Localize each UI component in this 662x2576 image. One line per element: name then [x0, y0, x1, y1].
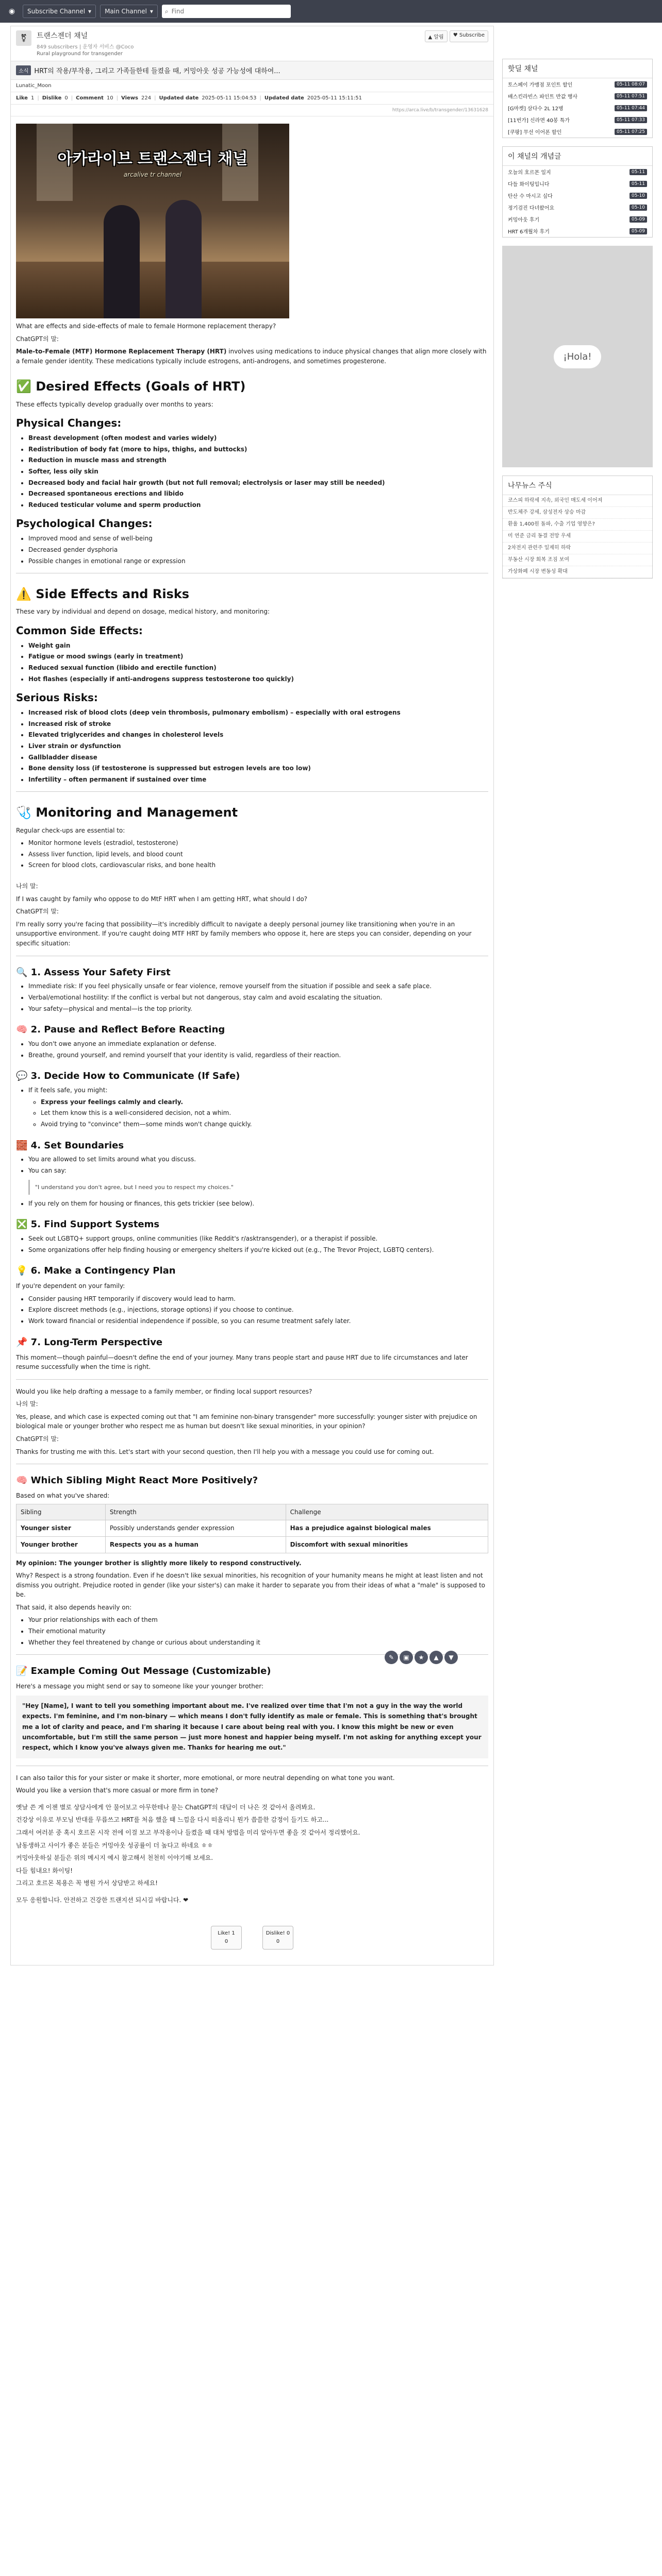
hotdeal-date: 05-11 07:25	[615, 129, 647, 135]
table-header-cell: Strength	[105, 1504, 286, 1520]
list-item: • Possible changes in emotional range or expression	[28, 556, 488, 566]
like-button-label: Like! 1	[218, 1930, 235, 1937]
channel-best-row[interactable]	[503, 166, 652, 178]
hotdeal-title-text: 토스페이 가맹점 포인트 할인	[508, 82, 573, 88]
created-date: 2025-05-11 15:04:53	[202, 95, 257, 101]
heading-step-4: 🧱 4. Set Boundaries	[16, 1140, 124, 1151]
intro-bold: Male-to-Female (MTF) Hormone Replacement Therapy (HRT)	[16, 348, 227, 355]
hotdeal-title-text: [11번가] 신라면 40봉 특가	[508, 118, 570, 124]
post-title-row	[11, 61, 493, 80]
heading-serious-risks: Serious Risks:	[16, 691, 98, 704]
list-item: • Infertility – often permanent if sustained over time	[28, 775, 488, 785]
post-permalink[interactable]: https://arca.live/b/transgender/13631628	[392, 108, 488, 113]
divider	[16, 1379, 488, 1380]
step7-paragraph: This moment—though painful—doesn't define the end of your journey. Many trans people start and pause HRT due to life circumstances and later resume successfully when the time is right.	[16, 1353, 468, 1371]
korean-closing: 모두 응원합니다. 안전하고 건강한 트랜지션 되시길 바랍니다. ❤	[16, 1896, 189, 1904]
user-question-2: If I was caught by family who oppose to do MtF HRT when I am getting HRT, what should I do?	[16, 895, 308, 903]
list-item: • Decreased spontaneous erections and libido	[28, 489, 488, 499]
boundary-quote: "I understand you don't agree, but I need you to respect my choices."	[28, 1180, 488, 1195]
search-box[interactable]	[162, 5, 291, 18]
channel-best-date: 05-11	[630, 169, 647, 175]
scroll-top-icon[interactable]: ▲	[429, 1651, 443, 1664]
channel-best-title-text: 오늘의 호르몬 일지	[508, 170, 551, 176]
list-item: • Work toward financial or residential independence if possible, so you can resume treatment safely later.	[28, 1316, 488, 1326]
news-item[interactable]: 환율 1,400원 돌파, 수출 기업 영향은?	[503, 519, 652, 531]
list-item: • Improved mood and sense of well-being	[28, 534, 488, 544]
intro-paragraph	[16, 347, 488, 366]
list-item: • Monitor hormone levels (estradiol, testosterone)	[28, 838, 488, 848]
channel-header	[11, 26, 493, 61]
table-cell: Younger brother	[16, 1536, 106, 1553]
like-button-sub: 0	[224, 1938, 228, 1944]
psych-list	[28, 534, 488, 566]
list-item: • Verbal/emotional hostility: If the conflict is verbal but not dangerous, stay calm and avoid escalating the situation.	[28, 993, 488, 1003]
table-header-cell: Sibling	[16, 1504, 106, 1520]
korean-line: 그래서 여러분 중 혹시 호르몬 시작 전에 이걸 보고 부작용이나 들켰을 때 대처 방법을 미리 알아두면 좋을 것 같아서 정리했어요.	[16, 1829, 360, 1837]
channel-title[interactable]: 트랜스젠더 채널	[37, 32, 88, 40]
list-item: • Elevated triglycerides and changes in cholesterol levels	[28, 730, 488, 740]
list-item: • Reduced sexual function (libido and erectile function)	[28, 663, 488, 673]
post-hero-image	[16, 124, 289, 318]
desired-intro: These effects typically develop gradually over months to years:	[16, 400, 213, 408]
korean-line: 다들 힘내요! 화이팅!	[16, 1867, 73, 1874]
star-icon[interactable]: ★	[415, 1651, 428, 1664]
intro-rest: involves using medications to induce physical changes that align more closely with a female gender identity. These medications typically include estrogens, anti-androgens, and sometimes progesterone.	[16, 348, 487, 365]
thanks-paragraph: Thanks for trusting me with this. Let's start with your second question, then I'll help you with a message you could use for coming out.	[16, 1448, 434, 1455]
heading-common-side-effects: Common Side Effects:	[16, 624, 143, 637]
list-item: ◦ Let them know this is a well-considered decision, not a whim.	[41, 1108, 488, 1118]
hotdeal-row[interactable]	[503, 102, 652, 114]
table-row	[16, 1536, 488, 1553]
subscribe-channel-label: Subscribe Channel	[27, 8, 86, 15]
table-cell: Discomfort with sexual minorities	[286, 1536, 488, 1553]
tailor-paragraph: I can also tailor this for your sister or make it shorter, more emotional, or more neutral depending on what tone you want.	[16, 1774, 395, 1782]
me-label-2: 나의 말:	[16, 1400, 38, 1408]
physical-list	[28, 433, 488, 510]
channel-icon: ⚧	[16, 30, 31, 46]
ad-bubble-text: ¡Hola!	[554, 345, 601, 368]
hotdeal-title-text: [쿠팡] 무선 이어폰 할인	[508, 130, 562, 135]
serious-list	[28, 708, 488, 784]
opinion-paragraph: My opinion: The younger brother is slightly more likely to respond constructively.	[16, 1559, 302, 1567]
dislike-button-sub: 0	[276, 1938, 280, 1944]
casual-question: Would you like a version that's more casual or more firm in tone?	[16, 1787, 218, 1794]
user-question-1: What are effects and side-effects of male to female Hormone replacement therapy?	[16, 323, 276, 330]
list-item: ◦ Avoid trying to "convince" them—some minds won't change quickly.	[41, 1120, 488, 1129]
channel-best-title-text: 탄산 수 마시고 싶다	[508, 194, 553, 199]
list-item: • Explore discreet methods (e.g., injections, storage options) if you choose to continue.	[28, 1305, 488, 1315]
heading-physical-changes: Physical Changes:	[16, 417, 122, 430]
save-icon[interactable]: ▣	[400, 1651, 413, 1664]
heading-step-7: 📌 7. Long-Term Perspective	[16, 1336, 163, 1348]
common-list	[28, 641, 488, 684]
channel-best-row[interactable]	[503, 213, 652, 225]
like-label: Like	[16, 95, 28, 101]
step3-list	[28, 1086, 488, 1129]
list-item: • Weight gain	[28, 641, 488, 651]
list-item: • Reduced testicular volume and sperm production	[28, 500, 488, 510]
search-icon: ⌕	[164, 7, 169, 15]
list-item: • Decreased gender dysphoria	[28, 545, 488, 555]
list-item: • You don't owe anyone an immediate explanation or defense.	[28, 1039, 488, 1049]
list-item: • You are allowed to set limits around what you discuss.	[28, 1155, 488, 1164]
channel-best-row[interactable]	[503, 190, 652, 201]
heading-side-effects: ⚠️ Side Effects and Risks	[16, 587, 190, 602]
step4-list	[28, 1155, 488, 1208]
me-label-1: 나의 말:	[16, 882, 38, 890]
post-body	[11, 116, 493, 1965]
dislike-count: 0	[64, 95, 68, 101]
chatgpt-label-1: ChatGPT의 말:	[16, 335, 59, 343]
chatgpt-label-2: ChatGPT의 말:	[16, 908, 59, 916]
list-item: • Some organizations offer help finding housing or emergency shelters if you're kicked out (e.g., The Trevor Project, LGBTQ centers).	[28, 1245, 488, 1255]
step6-intro: If you're dependent on your family:	[16, 1282, 125, 1290]
list-item: • Your safety—physical and mental—is the top priority.	[28, 1004, 488, 1014]
step5-list	[28, 1234, 488, 1255]
list-item: • Softer, less oily skin	[28, 467, 488, 477]
news-item[interactable]: 미 연준 금리 동결 전망 우세	[503, 531, 652, 543]
hotdeal-row[interactable]	[503, 126, 652, 138]
dislike-button-label: Dislike! 0	[266, 1930, 290, 1937]
example-intro: Here's a message you might send or say to someone like your younger brother:	[16, 1683, 263, 1690]
hotdeal-row[interactable]	[503, 90, 652, 102]
channel-best-title-text: HRT 6개월차 후기	[508, 229, 550, 235]
table-cell: Possibly understands gender expression	[105, 1520, 286, 1537]
example-message-box: "Hey [Name], I want to tell you something important about me. I've realized over time that I'm not a guy in the way the world expects. I'm feminine, and I'm non-binary — which means I don't fully identify as male or female. This is something that's brought me a lot of clarity and peace, and I'm sharing it because I care about being real with you. I know this might be new or even uncomfortable, but I'm still the same person — just more honest and happier being myself. I'm not asking for anything except your respect, which I know you've always given me. Thanks for hearing me out."	[16, 1696, 488, 1758]
list-item: • Breathe, ground yourself, and remind yourself that your identity is valid, regardless of their reaction.	[28, 1050, 488, 1060]
table-header-cell: Challenge	[286, 1504, 488, 1520]
list-item: • Liver strain or dysfunction	[28, 741, 488, 751]
heading-step-6: 💡 6. Make a Contingency Plan	[16, 1265, 176, 1277]
news-item[interactable]: 코스피 하락세 지속, 외국인 매도세 이어져	[503, 495, 652, 507]
heading-monitoring: 🩺 Monitoring and Management	[16, 805, 238, 820]
dislike-label: Dislike	[42, 95, 62, 101]
comment-count: 10	[106, 95, 113, 101]
post-link-row	[11, 105, 493, 116]
category-badge[interactable]: 소식	[16, 65, 31, 75]
list-item: • Gallbladder disease	[28, 753, 488, 762]
sibling-intro: Based on what you've shared:	[16, 1492, 110, 1500]
edit-icon[interactable]: ✎	[385, 1651, 398, 1664]
list-item: • Their emotional maturity	[28, 1626, 488, 1636]
list-item: • Increased risk of stroke	[28, 719, 488, 729]
korean-line: 건강상 이유로 부모님 반대를 무릅쓰고 HRT를 처음 했을 때 느낌을 다시 떠올리니 뭔가 씁쓸한 감정이 들기도 하고...	[16, 1816, 329, 1824]
channel-best-row[interactable]	[503, 201, 652, 213]
channel-best-title-text: 커밍아웃 후기	[508, 217, 540, 223]
list-item: • Your prior relationships with each of them	[28, 1615, 488, 1625]
korean-line: 옛날 쓴 게 이젠 별로 상담사에게 안 물어보고 아무한테나 묻는 ChatGPT의 대답이 더 나은 것 같아서 올려봐요.	[16, 1803, 316, 1811]
hotdeal-date: 05-11 08:07	[615, 81, 647, 88]
table-cell: Respects you as a human	[105, 1536, 286, 1553]
logo-icon[interactable]: ◉	[8, 7, 15, 15]
hotdeal-list	[503, 78, 652, 138]
hotdeal-title-text: [G마켓] 삼다수 2L 12병	[508, 106, 564, 112]
monitor-list	[28, 838, 488, 870]
channel-subscriber-info: 849 subscribers | 운영자 서비스 @Coco	[37, 44, 134, 50]
heading-psychological-changes: Psychological Changes:	[16, 517, 153, 530]
updated-date: 2025-05-11 15:11:51	[307, 95, 362, 101]
korean-line: 그리고 호르몬 복용은 꼭 병원 가서 상담받고 하세요!	[16, 1879, 158, 1887]
created-label: Updated date	[159, 95, 199, 101]
channel-best-list	[503, 166, 652, 237]
channel-description: Rural playground for transgender	[37, 51, 123, 57]
views-label: Views	[121, 95, 138, 101]
scroll-bottom-icon[interactable]: ▼	[444, 1651, 458, 1664]
list-item: • If it feels safe, you might: ◦ Express your feelings calmly and clearly. ◦ Let them know this is a well-considered decision, not a whim. ◦ Avoid trying to "convince" them—some minds won't change quickly.	[28, 1086, 488, 1129]
news-item[interactable]: 부동산 시장 회복 조짐 보여	[503, 554, 652, 566]
table-header-row	[16, 1504, 488, 1520]
step1-list	[28, 981, 488, 1013]
post-title: HRT의 작용/부작용, 그리고 가족들한테 들켰을 때, 커밍아웃 성공 가능성에 대하여...	[34, 67, 280, 75]
depends-paragraph: That said, it also depends heavily on:	[16, 1603, 132, 1611]
side-intro: These vary by individual and depend on dosage, medical history, and monitoring:	[16, 608, 270, 616]
channel-best-date: 05-11	[630, 181, 647, 187]
heading-example-message: 📝 Example Coming Out Message (Customizable)	[16, 1666, 271, 1677]
sibling-table	[16, 1504, 488, 1553]
channel-best-row[interactable]	[503, 225, 652, 237]
dislike-button[interactable]	[262, 1926, 293, 1950]
hotdeal-title-text: 배스킨라빈스 파인트 반값 행사	[508, 94, 578, 100]
channel-best-date: 05-10	[630, 193, 647, 199]
news-item[interactable]: 반도체주 강세, 삼성전자 상승 마감	[503, 507, 652, 519]
channel-best-date: 05-09	[630, 216, 647, 223]
hotdeal-box	[502, 59, 653, 138]
post-stats: Like 1 | Dislike 0 | Comment 10 | Views 224 | Updated date 2025-05-11 15:04:53 | Updated date 2025-05-11 15:11:51	[11, 92, 493, 105]
news-item[interactable]: 가상화폐 시장 변동성 확대	[503, 566, 652, 578]
list-item: • Reduction in muscle mass and strength	[28, 455, 488, 465]
views-count: 224	[141, 95, 152, 101]
notification-button[interactable]: ▲ 알림	[425, 30, 448, 42]
news-box	[502, 476, 653, 579]
floating-toolbar	[385, 1651, 458, 1664]
main-content	[10, 26, 494, 1965]
hero-title-text: 아카라이브 트랜스젠더 채널	[57, 150, 248, 168]
author-name[interactable]: Lunatic_Moon	[16, 83, 52, 89]
updated-label: Updated date	[264, 95, 304, 101]
like-count: 1	[30, 95, 35, 101]
post-meta	[11, 80, 493, 92]
heading-step-1: 🔍 1. Assess Your Safety First	[16, 967, 171, 978]
table-cell: Has a prejudice against biological males	[286, 1520, 488, 1537]
user-question-3: Yes, please, and which case is expected coming out that "I am feminine non-binary transgender" more successfully: younger sister with prejudice on biological male or younger brother who respect me as human but doesn't like sexual minorities, in your opinion?	[16, 1413, 477, 1430]
korean-line: 커밍아웃하실 분들은 위의 메시지 예시 참고해서 천천히 이야기해 보세요.	[16, 1854, 213, 1862]
subscribe-channel-menu[interactable]	[23, 5, 96, 18]
chevron-down-icon: ▾	[88, 8, 92, 15]
heading-step-5: ❎ 5. Find Support Systems	[16, 1219, 160, 1230]
hotdeal-row[interactable]	[503, 78, 652, 90]
hero-subtitle-text: arcalive tr channel	[123, 171, 182, 178]
channel-best-date: 05-10	[630, 205, 647, 211]
list-item: • Seek out LGBTQ+ support groups, online communities (like Reddit's r/asktransgender), or a therapist if possible.	[28, 1234, 488, 1244]
list-item: • If you rely on them for housing or finances, this gets trickier (see below).	[28, 1199, 488, 1209]
top-navigation-bar	[0, 0, 662, 23]
chevron-down-icon: ▾	[150, 8, 153, 15]
list-item: • Decreased body and facial hair growth (but not full removal; electrolysis or laser may still be needed)	[28, 478, 488, 488]
heading-step-3: 💬 3. Decide How to Communicate (If Safe)	[16, 1071, 240, 1082]
channel-best-box	[502, 146, 653, 238]
divider	[16, 791, 488, 792]
list-item: • Assess liver function, lipid levels, and blood count	[28, 850, 488, 859]
help-question: Would you like help drafting a message to a family member, or finding local support resources?	[16, 1387, 312, 1395]
hotdeal-title[interactable]: 핫딜 채널	[503, 59, 652, 78]
heading-desired-effects: ✅ Desired Effects (Goals of HRT)	[16, 379, 246, 394]
monitor-intro: Regular check-ups are essential to:	[16, 826, 125, 834]
channel-best-date: 05-09	[630, 228, 647, 234]
hotdeal-date: 05-11 07:51	[615, 93, 647, 99]
list-item: • You can say: "I understand you don't agree, but I need you to respect my choices."	[28, 1166, 488, 1195]
list-item: • Screen for blood clots, cardiovascular risks, and bone health	[28, 860, 488, 870]
sidebar-advertisement[interactable]	[502, 246, 653, 467]
channel-best-title[interactable]: 이 채널의 개념글	[503, 147, 652, 166]
search-input[interactable]	[172, 8, 288, 15]
comment-label: Comment	[76, 95, 104, 101]
list-item: • Breast development (often modest and varies widely)	[28, 433, 488, 443]
list-item: • Bone density loss (if testosterone is suppressed but estrogen levels are too low)	[28, 764, 488, 773]
heading-step-2: 🧠 2. Pause and Reflect Before Reacting	[16, 1024, 225, 1036]
like-button[interactable]	[211, 1926, 242, 1950]
news-list	[503, 495, 652, 578]
list-item: • Consider pausing HRT temporarily if discovery would lead to harm.	[28, 1294, 488, 1304]
news-item[interactable]: 2차전지 관련주 일제히 하락	[503, 543, 652, 554]
subscribe-button[interactable]: ♥ Subscribe	[450, 30, 488, 42]
why-paragraph: Why? Respect is a strong foundation. Even if he doesn't like sexual minorities, his recognition of your humanity means he might at least listen and not dismiss you outright. Prejudice rooted in gender (like your sister's) can make it harder to separate you from their ideas of what a "male" is supposed to be.	[16, 1572, 486, 1599]
step2-list	[28, 1039, 488, 1060]
list-item: • Immediate risk: If you feel physically unsafe or fear violence, remove yourself from the situation if possible and seek a safe place.	[28, 981, 488, 991]
table-cell: Younger sister	[16, 1520, 106, 1537]
depends-list	[28, 1615, 488, 1647]
hotdeal-date: 05-11 07:44	[615, 105, 647, 111]
sorry-paragraph: I'm really sorry you're facing that possibility—it's incredibly difficult to navigate a deeply personal journey like transitioning when you're in an unsupportive environment. If you're caught doing MTF HRT by family members who oppose it, here are steps you can consider, depending on your specific situation:	[16, 920, 472, 947]
list-item: • Whether they feel threatened by change or curious about understanding it	[28, 1638, 488, 1648]
list-item: • Redistribution of body fat (more to hips, thighs, and buttocks)	[28, 445, 488, 454]
heading-sibling: 🧠 Which Sibling Might React More Positively?	[16, 1475, 258, 1486]
list-item: ◦ Express your feelings calmly and clearly.	[41, 1097, 488, 1107]
channel-best-row[interactable]	[503, 178, 652, 190]
vote-row	[16, 1926, 488, 1950]
list-item: • Hot flashes (especially if anti-androgens suppress testosterone too quickly)	[28, 674, 488, 684]
chatgpt-label-3: ChatGPT의 말:	[16, 1435, 59, 1443]
hotdeal-date: 05-11 07:33	[615, 117, 647, 123]
main-channel-menu[interactable]	[100, 5, 158, 18]
list-item: • Increased risk of blood clots (deep vein thrombosis, pulmonary embolism) – especially with oral estrogens	[28, 708, 488, 718]
channel-best-title-text: 다들 화이팅입니다	[508, 182, 550, 188]
main-channel-label: Main Channel	[105, 8, 147, 15]
step6-list	[28, 1294, 488, 1326]
list-item: • Fatigue or mood swings (early in treatment)	[28, 652, 488, 662]
sidebar	[502, 59, 653, 587]
channel-best-title-text: 정기검진 다녀왔어요	[508, 206, 555, 211]
table-row	[16, 1520, 488, 1537]
hotdeal-row[interactable]	[503, 114, 652, 126]
korean-line: 남동생하고 사이가 좋은 분들은 커밍아웃 성공률이 더 높다고 하네요 ㅎㅎ	[16, 1841, 213, 1849]
news-title[interactable]: 나무뉴스 주식	[503, 476, 652, 495]
korean-note	[16, 1803, 488, 1905]
